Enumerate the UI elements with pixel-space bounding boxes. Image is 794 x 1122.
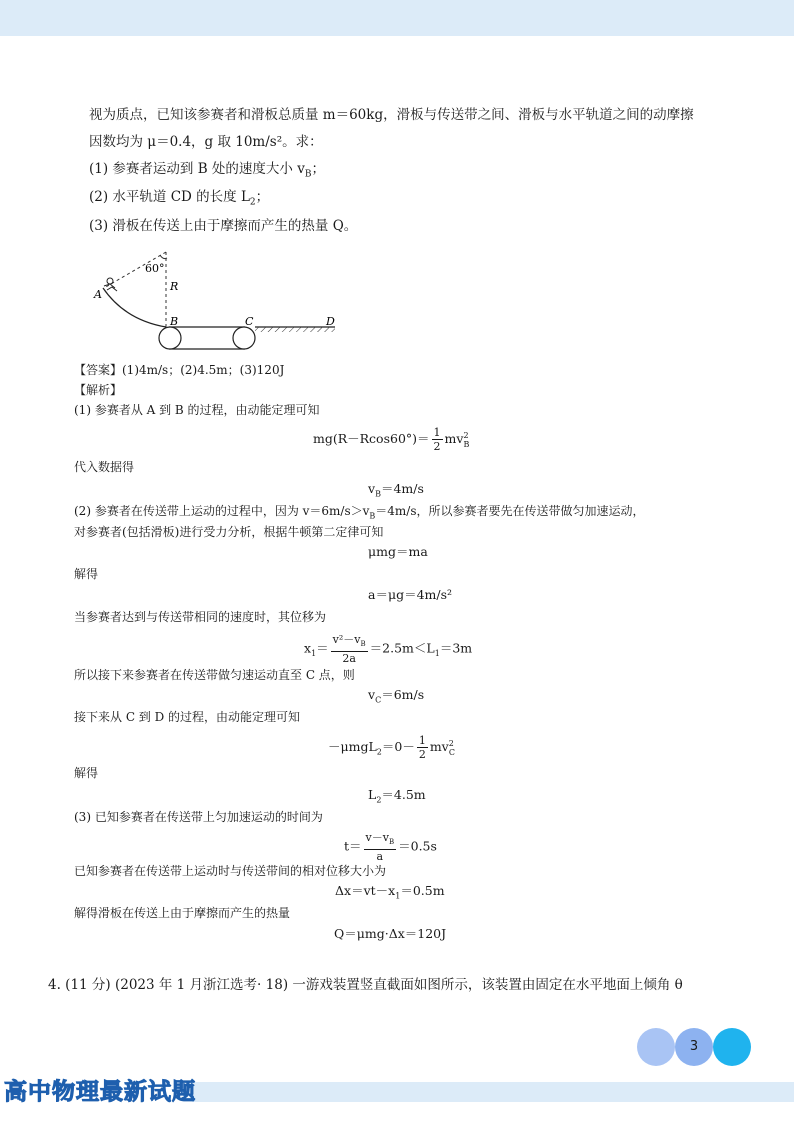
label-b: B <box>170 315 179 328</box>
analysis-label: 【解析】 <box>74 383 123 397</box>
equation-10: $\Delta x=vt-x_1=0.5m$ <box>335 883 445 901</box>
equation-4: a＝μg＝4m/s² <box>368 587 453 602</box>
problem-line-2: 因数均为 μ＝0.4，g 取 10m/s²。求： <box>89 134 323 150</box>
track-diagram <box>90 248 350 358</box>
equation-9: t＝ $\frac{v-v_B}{a}$ ＝0.5s <box>344 831 437 864</box>
question-3: (3) 滑板在传送上由于摩擦而产生的热量 Q。 <box>89 218 358 234</box>
label-a: A <box>94 288 102 301</box>
skater-icon <box>104 278 117 291</box>
angle-arc <box>160 255 167 259</box>
next-question: 4. (11 分) (2023 年 1 月浙江选考· 18) 一游戏装置竖直截面如图所示，该装置由固定在水平地面上倾角 θ <box>48 977 683 993</box>
label-angle: 60° <box>145 262 165 275</box>
equation-8: $L_2=4.5m$ <box>368 787 426 805</box>
equation-5: $x_1=$ $\frac{v^2-v_B}{2a}$ $=2.5m<L_1=3m$ <box>304 633 473 666</box>
question-1: (1) 参赛者运动到 B 处的速度大小 $v_B$； <box>89 161 325 180</box>
equation-3: μmg＝ma <box>368 544 428 559</box>
footer-band <box>192 1082 794 1102</box>
solution-step-7: 所以接下来参赛者在传送带做匀速运动直至 C 点，则 <box>74 668 355 682</box>
solution-step-3: (2) 参赛者在传送带上运动的过程中，因为 $v=6m/s>v_B=4m/s$，所以参赛者要先在传送带做匀加速运动， <box>74 504 645 521</box>
arc-track <box>103 288 166 327</box>
page-circle-left <box>637 1028 675 1066</box>
header-band <box>0 0 794 36</box>
solution-step-6: 当参赛者达到与传送带相同的速度时，其位移为 <box>74 610 327 624</box>
equation-1: mg(R－Rcos60°)＝ $\frac{1}{2}$ $mv^2_B$ <box>313 426 470 453</box>
solution-step-1: (1) 参赛者从 A 到 B 的过程，由动能定理可知 <box>74 403 320 417</box>
solution-step-8: 接下来从 C 到 D 的过程，由动能定理可知 <box>74 710 301 724</box>
solution-step-12: 解得滑板在传送上由于摩擦而产生的热量 <box>74 906 291 920</box>
label-c: C <box>245 315 254 328</box>
solution-step-5: 解得 <box>74 567 99 581</box>
label-d: D <box>326 315 335 328</box>
label-r: R <box>170 280 179 293</box>
problem-line-1: 视为质点，已知该参赛者和滑板总质量 m＝60kg，滑板与传送带之间、滑板与水平轨道之间的动摩擦 <box>89 107 694 123</box>
belt-roller-right <box>233 327 255 349</box>
question-2: (2) 水平轨道 CD 的长度 $L_2$； <box>89 189 270 208</box>
page-number-badge <box>637 1028 751 1066</box>
answer-line: 【答案】(1)4m/s；(2)4.5m；(3)120J <box>74 363 285 377</box>
belt-roller-left <box>159 327 181 349</box>
solution-step-2: 代入数据得 <box>74 460 135 474</box>
footer-logo: 高中物理最新试题 <box>4 1079 196 1105</box>
solution-step-4: 对参赛者(包括滑板)进行受力分析，根据牛顿第二定律可知 <box>74 525 384 539</box>
equation-7: －μmgL$_2$＝0－ $\frac{1}{2}$ $mv^2_C$ <box>328 734 455 761</box>
equation-2: $v_B=4m/s$ <box>368 481 424 499</box>
solution-step-10: (3) 已知参赛者在传送带上匀加速运动的时间为 <box>74 810 323 824</box>
track-cd-hatch <box>255 327 335 332</box>
page-circle-right <box>713 1028 751 1066</box>
equation-11: Q＝μmg·Δx＝120J <box>334 926 447 941</box>
equation-6: $v_C=6m/s$ <box>368 687 425 705</box>
page-number: 3 <box>689 1039 699 1054</box>
solution-step-11: 已知参赛者在传送带上运动时与传送带间的相对位移大小为 <box>74 864 387 878</box>
solution-step-9: 解得 <box>74 766 99 780</box>
